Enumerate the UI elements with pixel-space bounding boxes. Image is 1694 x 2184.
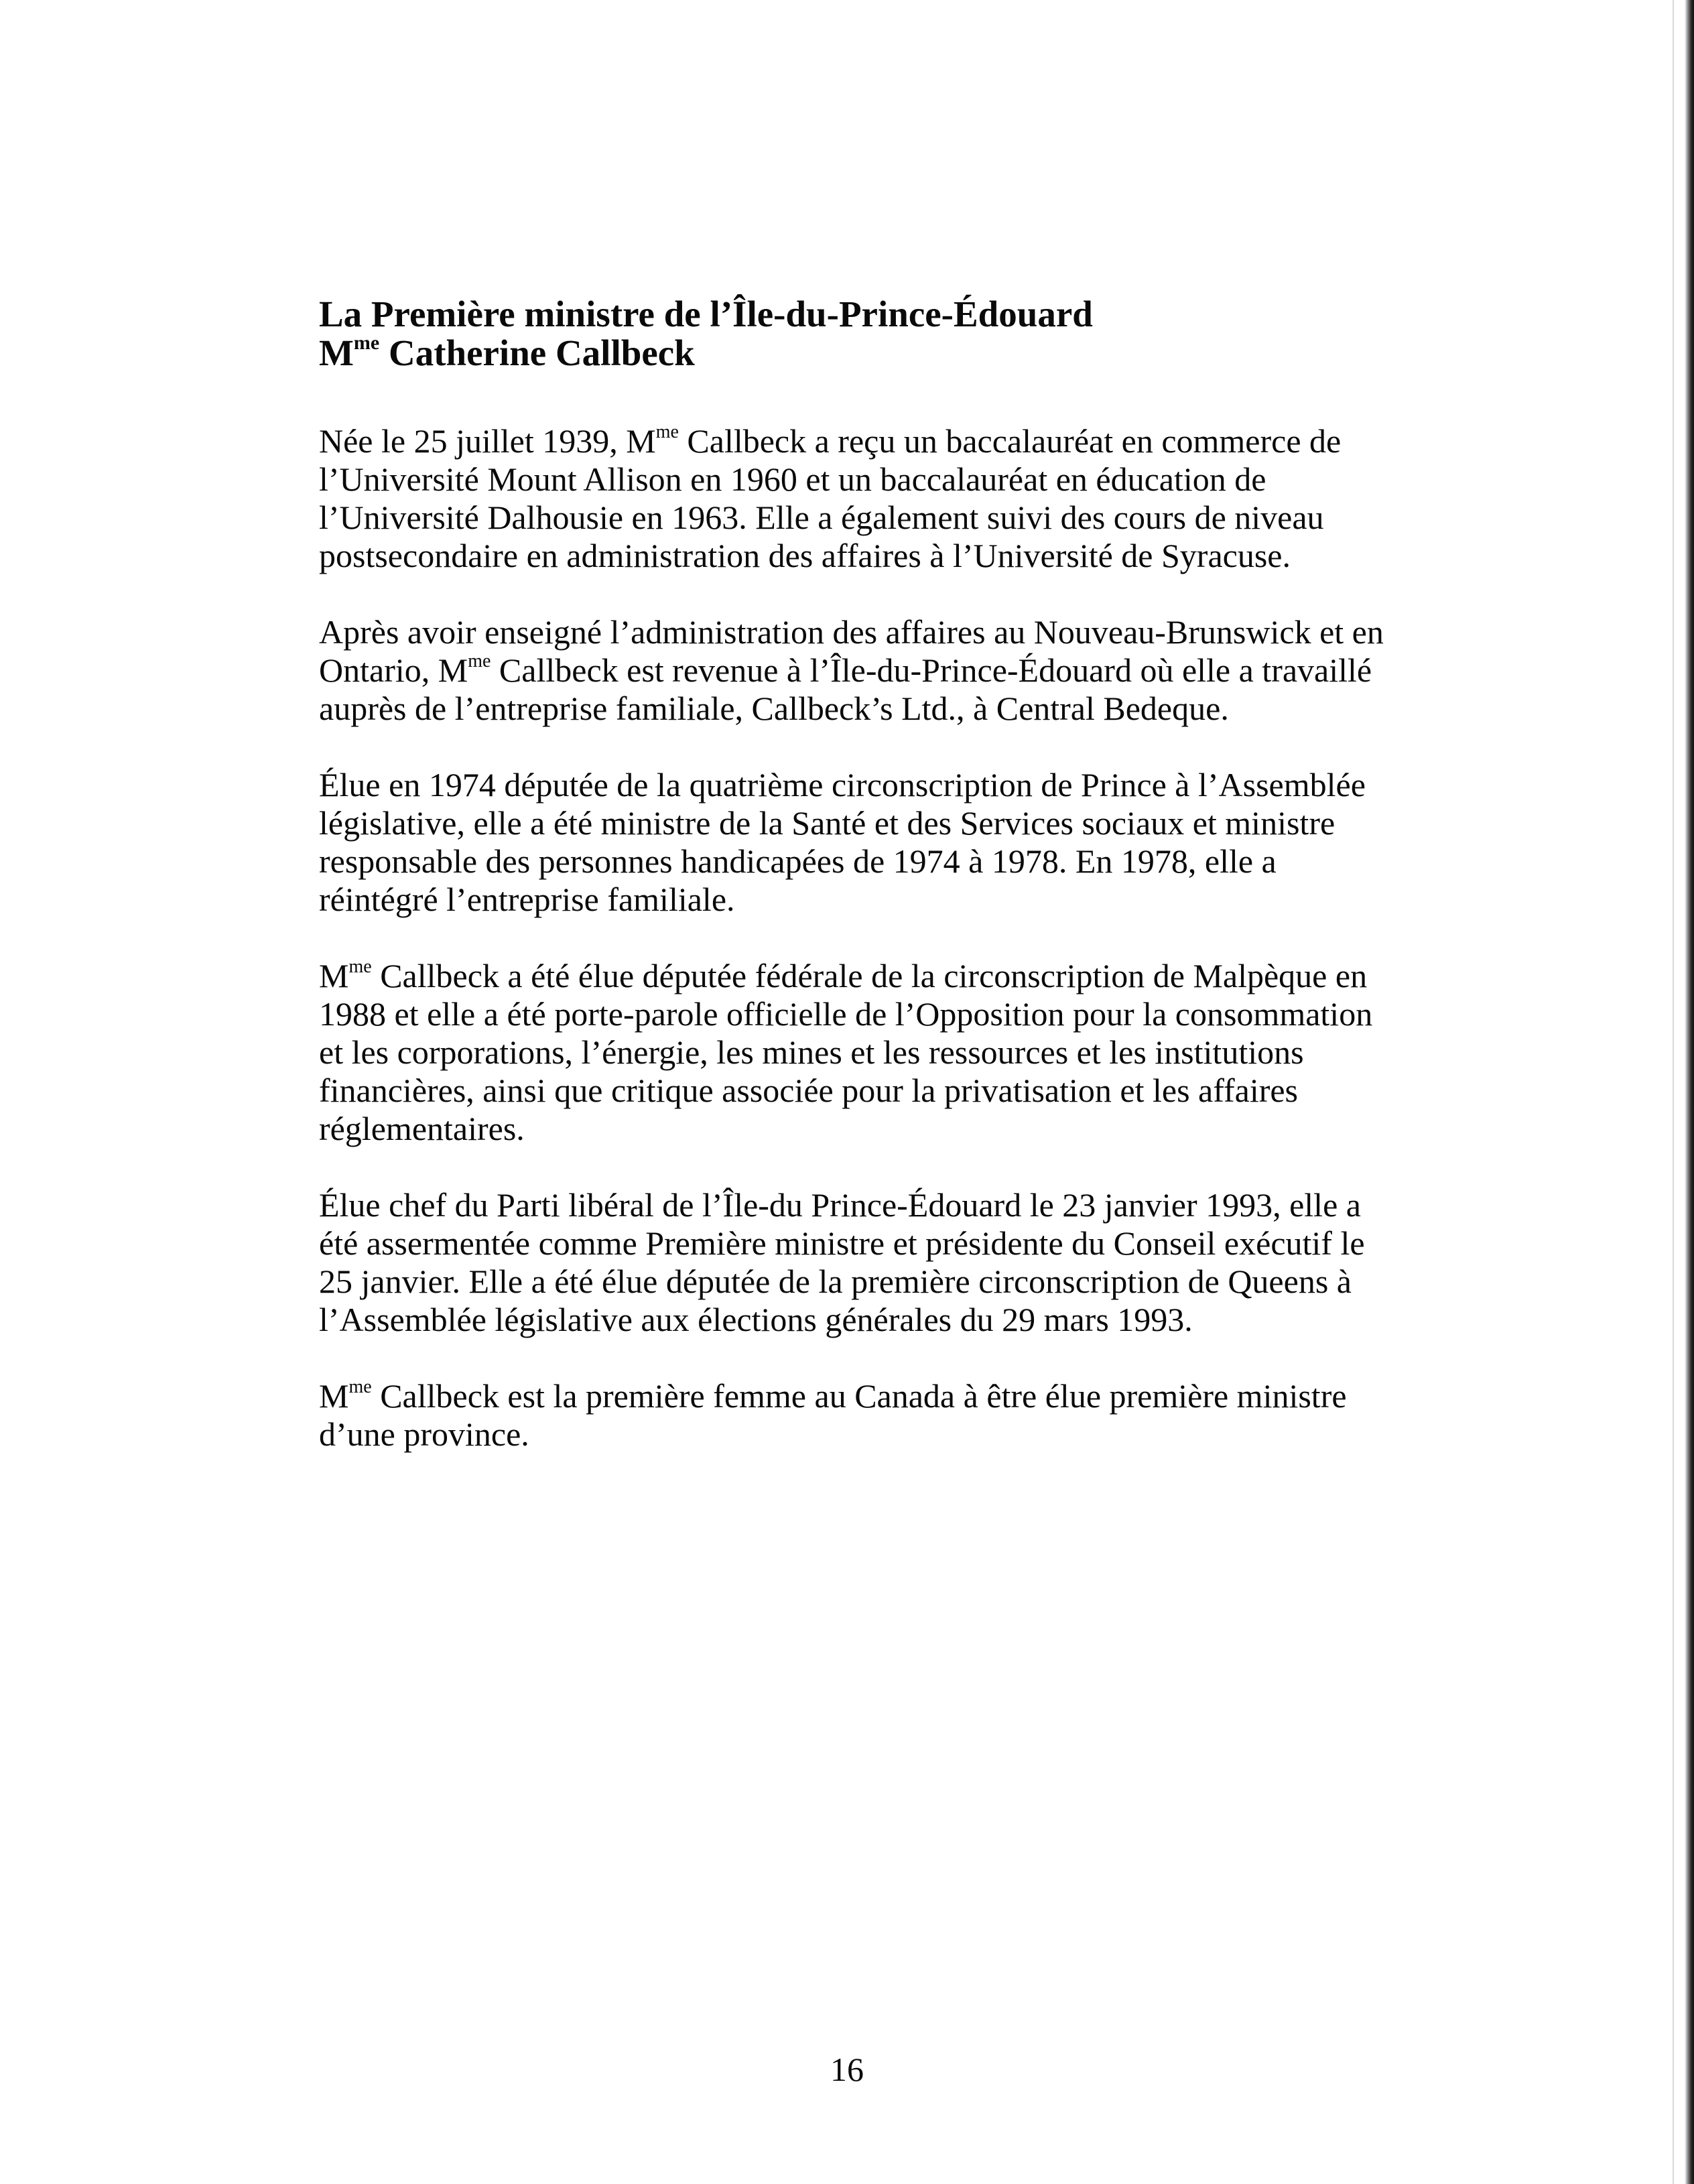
paragraph-line: responsable des personnes handicapées de 1974 à 1978. En 1978, elle a [319,842,1277,880]
paragraph-federal-politics [319,957,1458,1148]
paragraph-premiership [319,1186,1458,1339]
superscript: me [655,422,679,442]
paragraph-line [319,422,1458,460]
paragraph-career [319,613,1458,728]
paragraph-line [319,1377,1458,1415]
paragraph-line: l’Université Dalhousie en 1963. Elle a également suivi des cours de niveau [319,499,1324,536]
text-run: M [319,957,349,994]
paragraph-line: l’Assemblée législative aux élections générales du 29 mars 1993. [319,1301,1193,1338]
paragraph-line: l’Université Mount Allison en 1960 et un baccalauréat en éducation de [319,460,1266,498]
paragraph-line: réintégré l’entreprise familiale. [319,881,735,918]
paragraph-line [319,651,1458,690]
paragraph-line [319,957,1458,995]
page-title: La Première ministre de l’Île-du-Prince-Édouard [319,294,1093,334]
paragraph-line: Élue chef du Parti libéral de l’Île-du Prince-Édouard le 23 janvier 1993, elle a [319,1186,1361,1224]
paragraph-line: Après avoir enseigné l’administration des affaires au Nouveau-Brunswick et en [319,613,1384,651]
page-number: 16 [830,2051,864,2088]
scan-binder-edge [1685,0,1694,2184]
paragraph-first-woman [319,1377,1458,1454]
paragraph-line: 25 janvier. Elle a été élue députée de la première circonscription de Queens à [319,1263,1352,1300]
superscript: me [468,651,491,671]
text-run: Callbeck est revenue à l’Île-du-Prince-Édouard où elle a travaillé [491,651,1372,689]
paragraph-line: 1988 et elle a été porte-parole officielle de l’Opposition pour la consommation [319,995,1373,1033]
text-run: Ontario, M [319,651,468,689]
text-run: M [319,1377,349,1415]
name-prefix-superscript: me [353,332,380,354]
paragraph-line: auprès de l’entreprise familiale, Callbeck’s Ltd., à Central Bedeque. [319,690,1229,727]
scan-edge-line [1673,0,1674,2184]
text-run: Callbeck est la première femme au Canada à être élue première ministre [371,1377,1347,1415]
superscript: me [348,956,372,977]
paragraph-education [319,422,1458,575]
text-run: Née le 25 juillet 1939, M [319,422,656,460]
paragraph-line: d’une province. [319,1415,529,1453]
paragraph-line: législative, elle a été ministre de la Santé et des Services sociaux et ministre [319,804,1335,842]
page-subtitle [319,334,1458,373]
paragraph-line: réglementaires. [319,1110,525,1147]
person-name: Catherine Callbeck [379,332,695,373]
text-run: Callbeck a reçu un baccalauréat en commerce de [678,422,1342,460]
paragraph-line: Élue en 1974 députée de la quatrième circonscription de Prince à l’Assemblée [319,766,1366,804]
paragraph-provincial-politics [319,766,1458,919]
superscript: me [348,1376,372,1397]
paragraph-line: et les corporations, l’énergie, les mines et les ressources et les institutions [319,1033,1304,1071]
document-content [319,295,1458,1492]
name-prefix: M [319,332,354,373]
text-run: Callbeck a été élue députée fédérale de la circonscription de Malpèque en [371,957,1368,994]
paragraph-line: été assermentée comme Première ministre et présidente du Conseil exécutif le [319,1224,1365,1262]
paragraph-line: postsecondaire en administration des affaires à l’Université de Syracuse. [319,537,1291,574]
paragraph-line: financières, ainsi que critique associée pour la privatisation et les affaires [319,1072,1299,1109]
